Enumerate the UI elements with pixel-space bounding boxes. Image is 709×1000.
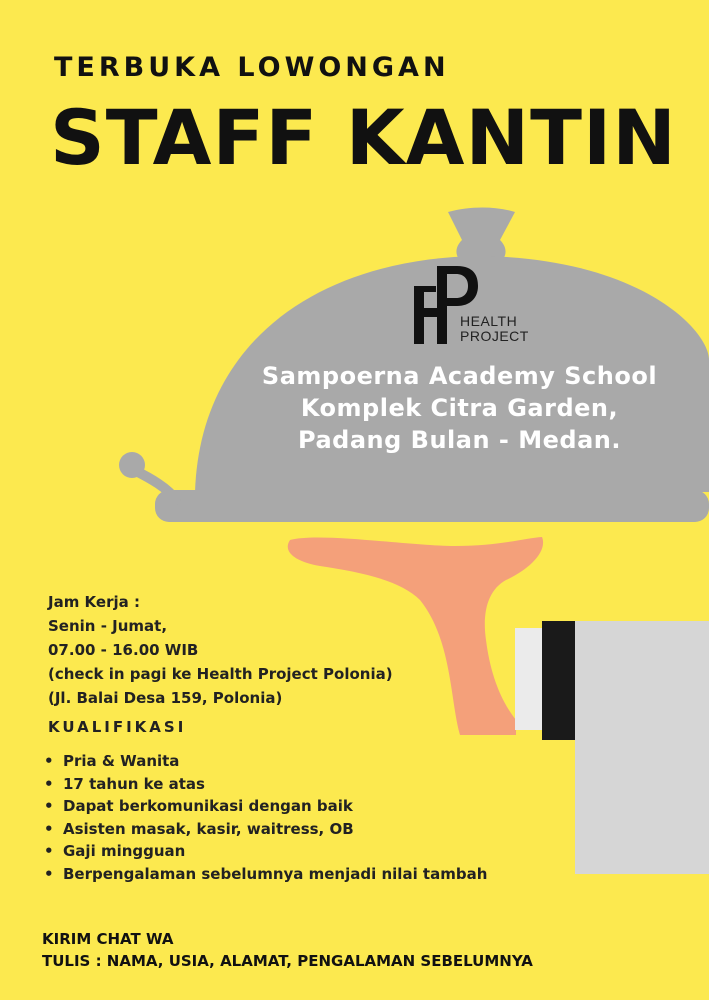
logo-line-health: HEALTH [460, 313, 518, 329]
cloche-side-knob [119, 452, 145, 478]
shirt-cuff-shape [515, 628, 543, 730]
sleeve-shape [575, 621, 709, 874]
contact-instruction: KIRIM CHAT WA [42, 930, 174, 948]
contact-format: TULIS : NAMA, USIA, ALAMAT, PENGALAMAN SEBELUMNYA [42, 952, 533, 970]
poster-title: STAFF KANTIN [50, 93, 677, 182]
work-hours-block [48, 590, 393, 710]
logo-wordmark [460, 314, 529, 344]
location-line: Sampoerna Academy School [261, 362, 658, 390]
location-line: Padang Bulan - Medan. [298, 426, 621, 454]
cloche-tray-shape [155, 490, 709, 522]
list-item: • Asisten masak, kasir, waitress, OB [44, 818, 487, 841]
location-block [232, 360, 687, 456]
poster-subtitle: TERBUKA LOWONGAN [54, 52, 450, 83]
qualifications-list [44, 750, 487, 885]
health-project-logo [412, 262, 537, 346]
list-item: • Dapat berkomunikasi dengan baik [44, 795, 487, 818]
list-item: • Berpengalaman sebelumnya menjadi nilai tambah [44, 863, 487, 886]
list-item: • 17 tahun ke atas [44, 773, 487, 796]
work-address: (Jl. Balai Desa 159, Polonia) [48, 689, 283, 707]
list-item: • Pria & Wanita [44, 750, 487, 773]
logo-line-project: PROJECT [460, 328, 529, 344]
work-hours: 07.00 - 16.00 WIB [48, 641, 199, 659]
location-line: Komplek Citra Garden, [300, 394, 619, 422]
list-item: • Gaji mingguan [44, 840, 487, 863]
contact-block [42, 928, 533, 972]
work-hours-heading: Jam Kerja : [48, 593, 140, 611]
qualifications-heading: KUALIFIKASI [48, 718, 187, 736]
work-days: Senin - Jumat, [48, 617, 168, 635]
work-checkin: (check in pagi ke Health Project Polonia) [48, 665, 393, 683]
shirt-cuff-band [542, 621, 575, 740]
